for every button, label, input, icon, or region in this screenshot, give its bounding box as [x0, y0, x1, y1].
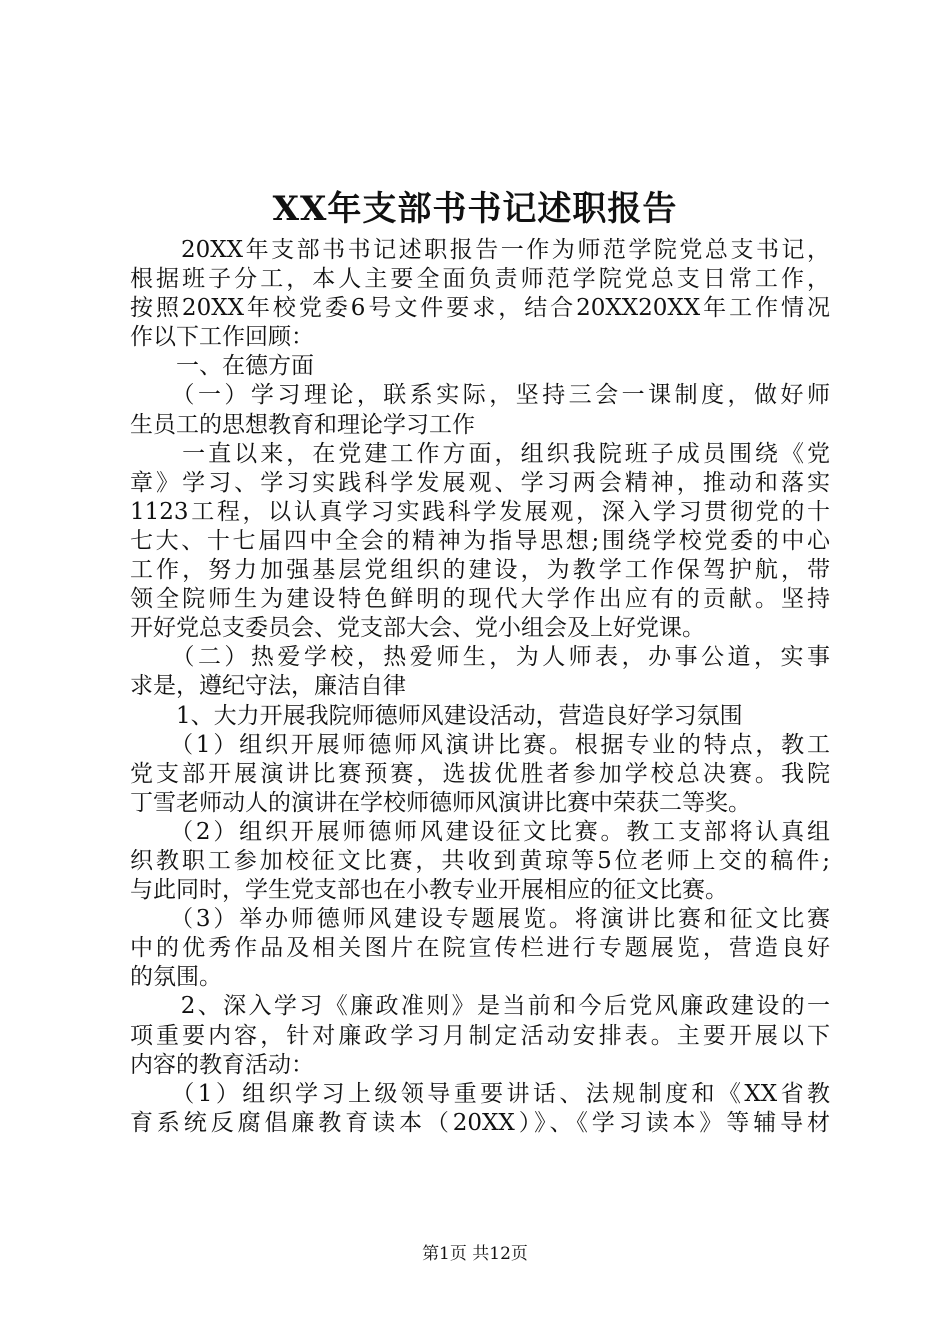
body-line: 的氛围。 [130, 964, 222, 991]
body-line: （一）学习理论，联系实际，坚持三会一课制度，做好师 [130, 382, 830, 409]
body-line: （3）举办师德师风建设专题展览。将演讲比赛和征文比赛 [130, 906, 830, 933]
body-line: 工作，努力加强基层党组织的建设，为教学工作保驾护航，带 [130, 557, 830, 584]
body-line: 作以下工作回顾： [130, 324, 314, 351]
body-line: 1123工程，以认真学习实践科学发展观，深入学习贯彻党的十 [130, 498, 830, 525]
body-line: 项重要内容，针对廉政学习月制定活动安排表。主要开展以下 [130, 1022, 830, 1049]
body-line: 一、在德方面 [130, 353, 314, 380]
body-line: 育系统反腐倡廉教育读本（20XX）》、《学习读本》等辅导材 [130, 1109, 830, 1136]
body-line: 一直以来，在党建工作方面，组织我院班子成员围绕《党 [130, 440, 830, 467]
body-line: （2）组织开展师德师风建设征文比赛。教工支部将认真组 [130, 818, 830, 845]
body-line: 章》学习、学习实践科学发展观、学习两会精神，推动和落实 [130, 469, 830, 496]
body-line: 中的优秀作品及相关图片在院宣传栏进行专题展览，营造良好 [130, 935, 830, 962]
document-body [130, 236, 830, 1138]
body-line: 2、深入学习《廉政准则》是当前和今后党风廉政建设的一 [130, 993, 830, 1020]
body-line: 按照20XX年校党委6号文件要求，结合20XX20XX年工作情况 [130, 295, 830, 322]
body-line: （1）组织开展师德师风演讲比赛。根据专业的特点，教工 [130, 731, 830, 758]
body-line: 开好党总支委员会、党支部大会、党小组会及上好党课。 [130, 615, 705, 642]
body-line: 生员工的思想教育和理论学习工作 [130, 411, 475, 438]
body-line: 领全院师生为建设特色鲜明的现代大学作出应有的贡献。坚持 [130, 586, 830, 613]
document-title: XX年支部书书记述职报告 [272, 189, 678, 229]
body-line: 七大、十七届四中全会的精神为指导思想;围绕学校党委的中心 [130, 527, 830, 554]
body-line: 20XX年支部书书记述职报告一作为师范学院党总支书记， [130, 237, 830, 263]
body-line: 1、大力开展我院师德师风建设活动，营造良好学习氛围 [130, 702, 743, 729]
body-line: 根据班子分工，本人主要全面负责师范学院党总支日常工作， [130, 266, 830, 293]
page-footer: 第1页 共12页 [422, 1244, 528, 1264]
body-line: 党支部开展演讲比赛预赛，选拔优胜者参加学校总决赛。我院 [130, 760, 830, 787]
body-line: （1）组织学习上级领导重要讲话、法规制度和《XX省教 [130, 1080, 830, 1107]
body-line: （二）热爱学校，热爱师生，为人师表，办事公道，实事 [130, 644, 830, 671]
body-line: 织教职工参加校征文比赛，共收到黄琼等5位老师上交的稿件; [130, 847, 830, 874]
body-line: 求是，遵纪守法，廉洁自律 [130, 673, 406, 700]
body-line: 丁雪老师动人的演讲在学校师德师风演讲比赛中荣获二等奖。 [130, 789, 751, 816]
body-line: 与此同时，学生党支部也在小教专业开展相应的征文比赛。 [130, 877, 728, 904]
body-line: 内容的教育活动： [130, 1051, 314, 1078]
